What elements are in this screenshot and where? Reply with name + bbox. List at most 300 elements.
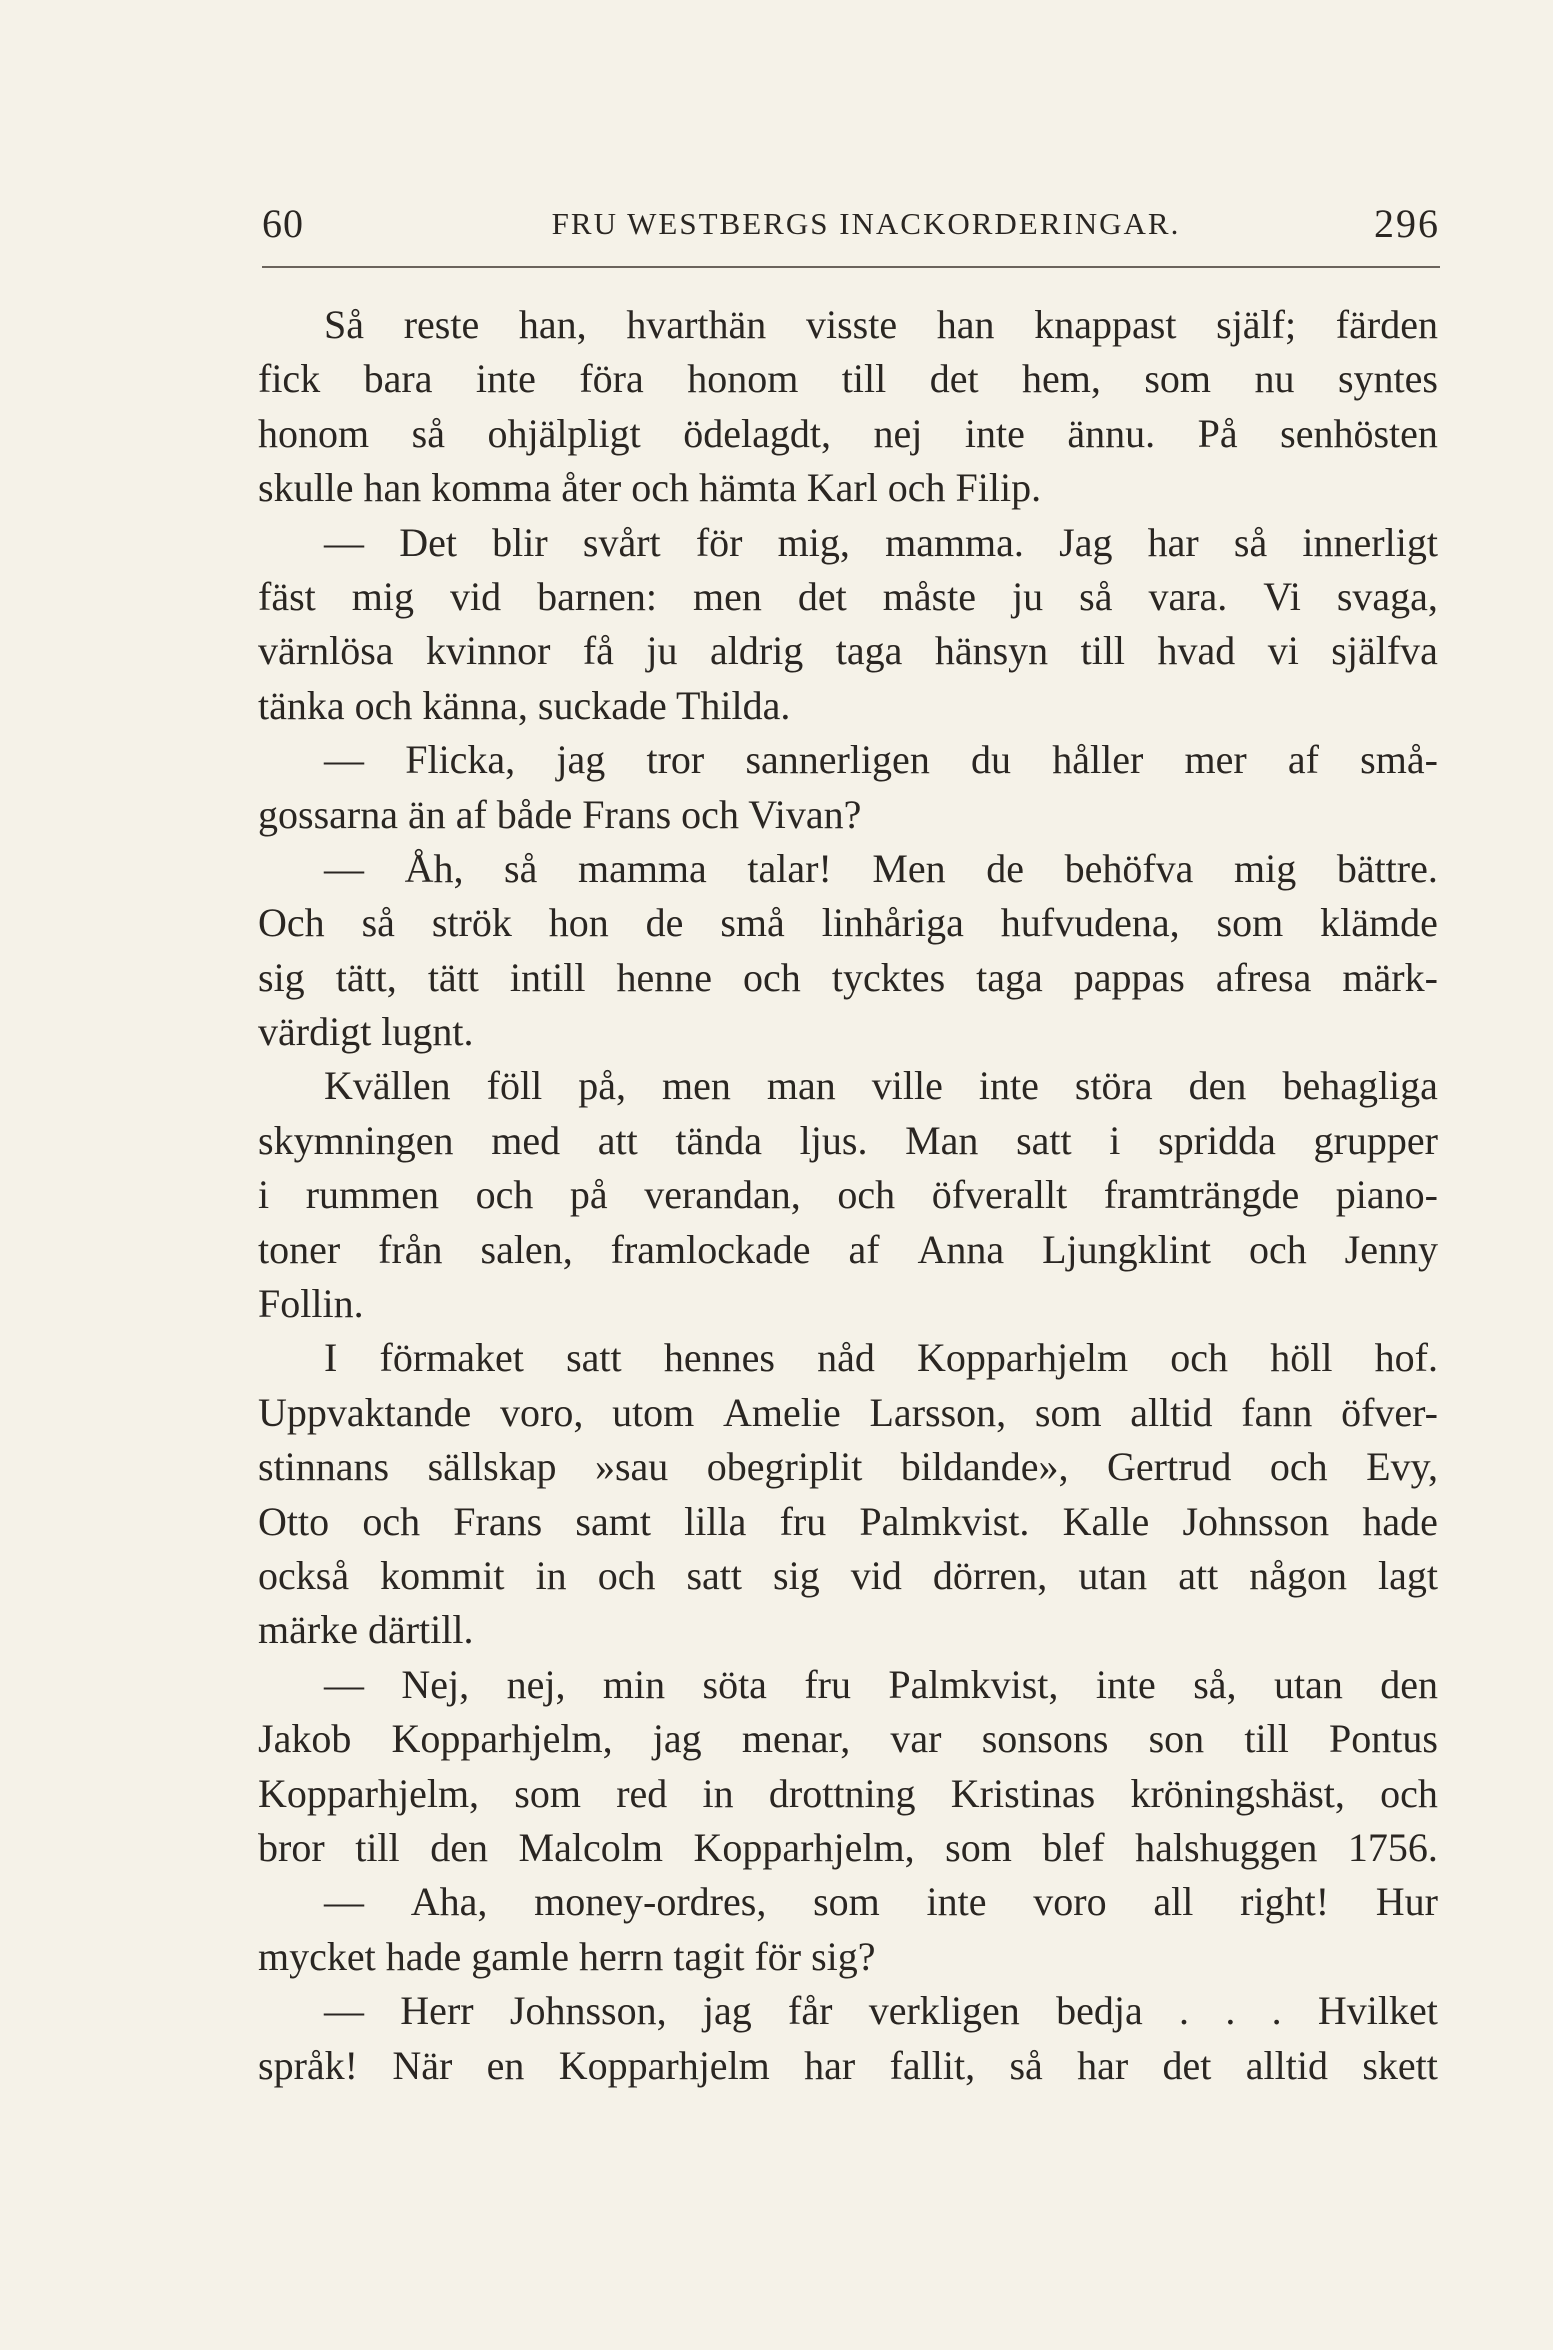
word: Larsson, xyxy=(869,1389,1007,1435)
text-line xyxy=(258,1658,1438,1712)
word: alltid xyxy=(1130,1389,1213,1435)
word: aldrig xyxy=(709,628,804,674)
word: kröningshäst, xyxy=(1130,1770,1345,1816)
word: mamma. xyxy=(885,519,1024,565)
word: inte xyxy=(926,1879,987,1925)
text-line-content: Follin. xyxy=(258,1281,364,1327)
word: framträngde xyxy=(1103,1172,1300,1218)
word: tycktes xyxy=(831,954,946,1000)
word: all xyxy=(1153,1879,1194,1925)
word: piano- xyxy=(1335,1172,1438,1218)
word: han xyxy=(936,302,995,347)
word: mer xyxy=(1184,737,1247,783)
word: syntes xyxy=(1337,356,1438,402)
word: Kristinas xyxy=(950,1770,1096,1816)
word: afresa xyxy=(1215,954,1312,1000)
word: verkligen xyxy=(868,1988,1020,2034)
word: så xyxy=(1079,573,1113,619)
word: fru xyxy=(779,1498,827,1544)
word: sannerligen xyxy=(745,737,930,783)
word: men xyxy=(661,1063,731,1109)
word: taga xyxy=(976,954,1043,1000)
word: hvarthän xyxy=(626,302,767,347)
word: honom xyxy=(687,356,799,402)
word: Jenny xyxy=(1344,1226,1438,1272)
text-line xyxy=(258,2039,1438,2093)
word: inte xyxy=(475,356,536,402)
text-line xyxy=(258,1712,1438,1766)
word: satt xyxy=(686,1552,743,1598)
word: Kopparhjelm, xyxy=(258,1770,480,1816)
word: lagt xyxy=(1377,1552,1438,1598)
word: utan xyxy=(1273,1661,1343,1707)
word: nåd xyxy=(817,1335,875,1381)
word: — xyxy=(324,1661,364,1707)
word: färden xyxy=(1335,302,1438,347)
word: spridda xyxy=(1158,1117,1276,1163)
word: den xyxy=(430,1824,488,1870)
word: och xyxy=(1380,1770,1438,1816)
word: — xyxy=(324,519,364,565)
word: och xyxy=(597,1552,656,1598)
text-line xyxy=(258,733,1438,787)
text-line xyxy=(258,1168,1438,1222)
text-line xyxy=(258,1440,1438,1494)
word: Johnsson xyxy=(1182,1498,1330,1544)
word: vid xyxy=(449,573,502,619)
word: de xyxy=(986,845,1025,891)
word: Gertrud xyxy=(1107,1444,1232,1490)
word: — xyxy=(324,1879,364,1925)
word: och xyxy=(475,1172,534,1218)
word: fick xyxy=(258,356,321,402)
word: hvad xyxy=(1157,628,1236,674)
word: utom xyxy=(612,1389,695,1435)
word: till xyxy=(841,356,887,402)
word: den xyxy=(1188,1063,1247,1109)
word: förmaket xyxy=(379,1335,524,1381)
word: af xyxy=(848,1226,880,1272)
word: in xyxy=(702,1770,734,1816)
word: Aha, xyxy=(410,1879,488,1925)
word: voro xyxy=(1033,1879,1107,1925)
word: framlockade xyxy=(610,1226,811,1272)
text-line xyxy=(258,352,1438,406)
folio-number: 296 xyxy=(1374,201,1440,246)
word: han, xyxy=(518,302,587,347)
word: utan xyxy=(1078,1552,1148,1598)
word: salen, xyxy=(480,1226,573,1272)
text-line xyxy=(258,1875,1438,1929)
text-line xyxy=(258,1331,1438,1385)
word: hof. xyxy=(1374,1335,1438,1381)
word: märk- xyxy=(1342,954,1438,1000)
text-line xyxy=(258,1386,1438,1440)
word: störa xyxy=(1074,1063,1153,1109)
word: söta xyxy=(702,1661,767,1707)
word: som xyxy=(945,1824,1012,1870)
word: värnlösa xyxy=(258,628,394,674)
text-line xyxy=(258,896,1438,950)
word: verandan, xyxy=(644,1172,801,1218)
word: . xyxy=(1179,1988,1190,2034)
word: rummen xyxy=(305,1172,439,1218)
word: till xyxy=(1244,1716,1289,1762)
word: på, xyxy=(578,1063,626,1109)
word: Frans xyxy=(453,1498,543,1544)
word: red xyxy=(616,1770,668,1816)
word: menar, xyxy=(741,1716,851,1762)
word: satt xyxy=(1016,1117,1072,1163)
word: vi xyxy=(1267,628,1299,674)
word: ohjälpligt xyxy=(487,410,641,456)
word: Nej, xyxy=(401,1661,470,1707)
text-line-content: mycket hade gamle herrn tagit för sig? xyxy=(258,1933,876,1979)
word: till xyxy=(1080,628,1126,674)
word: Herr xyxy=(400,1988,474,2034)
word: ville xyxy=(871,1063,943,1109)
word: Kopparhjelm xyxy=(558,2042,770,2088)
word: Hvilket xyxy=(1317,1988,1438,2034)
text-line xyxy=(258,1005,1438,1059)
word: voro, xyxy=(500,1389,584,1435)
word: Jakob xyxy=(258,1716,352,1762)
word: När xyxy=(392,2042,453,2088)
word: som xyxy=(1216,900,1284,946)
text-line xyxy=(258,1821,1438,1875)
word: grupper xyxy=(1313,1117,1438,1163)
word: så xyxy=(1233,519,1268,565)
word: reste xyxy=(403,302,480,347)
word: hänsyn xyxy=(934,628,1049,674)
word: Men xyxy=(872,845,946,891)
word: ljus. xyxy=(799,1117,868,1163)
word: någon xyxy=(1249,1552,1347,1598)
word: innerligt xyxy=(1302,519,1438,565)
word: nej, xyxy=(506,1661,566,1707)
text-line xyxy=(258,570,1438,624)
word: och xyxy=(837,1172,896,1218)
word: Så xyxy=(324,302,364,347)
word: Ljungklint xyxy=(1042,1226,1211,1272)
word: Kopparhjelm xyxy=(917,1335,1129,1381)
word: så xyxy=(504,845,538,891)
word: höll xyxy=(1270,1335,1333,1381)
word: alltid xyxy=(1245,2042,1328,2088)
word: håller xyxy=(1052,737,1144,783)
word: måste xyxy=(882,573,977,619)
word: visste xyxy=(805,302,898,347)
word: 1756. xyxy=(1347,1824,1438,1870)
word: fru xyxy=(804,1661,851,1707)
word: behöfva xyxy=(1064,845,1194,891)
word: det xyxy=(1162,2042,1212,2088)
word: Kalle xyxy=(1062,1498,1150,1544)
word: skett xyxy=(1362,2042,1438,2088)
word: tätt, xyxy=(335,954,397,1000)
word: ju xyxy=(646,628,678,674)
word: bildande», xyxy=(900,1444,1069,1490)
word: hade xyxy=(1362,1498,1438,1544)
word: af xyxy=(1287,737,1319,783)
word: stinnans xyxy=(258,1444,390,1490)
word: var xyxy=(890,1716,942,1762)
word: min xyxy=(602,1661,666,1707)
word: henne xyxy=(616,954,713,1000)
word: på xyxy=(569,1172,608,1218)
word: blir xyxy=(492,519,548,565)
word: en xyxy=(486,2042,525,2088)
word: Kopparhjelm, xyxy=(693,1824,915,1870)
page-header xyxy=(262,200,1440,250)
word: den xyxy=(1380,1661,1438,1707)
word: själfva xyxy=(1331,628,1438,674)
header-rule xyxy=(262,266,1440,268)
word: sällskap xyxy=(427,1444,557,1490)
word: halshuggen xyxy=(1135,1824,1318,1870)
word: Pontus xyxy=(1329,1716,1438,1762)
word: tror xyxy=(646,737,705,783)
word: nej xyxy=(873,410,923,456)
word: money-ordres, xyxy=(534,1879,767,1925)
word: in xyxy=(535,1552,567,1598)
word: talar! xyxy=(747,845,832,891)
word: ännu. xyxy=(1067,410,1156,456)
word: right! xyxy=(1240,1879,1330,1925)
word: bättre. xyxy=(1336,845,1438,891)
word: Kvällen xyxy=(324,1063,451,1109)
word: toner xyxy=(258,1226,341,1272)
word: nu xyxy=(1254,356,1295,402)
word: ödelagdt, xyxy=(683,410,832,456)
word: Det xyxy=(399,519,457,565)
word: kvinnor xyxy=(425,628,551,674)
word: Anna xyxy=(917,1226,1005,1272)
text-line xyxy=(258,1984,1438,2038)
page-number: 60 xyxy=(262,201,304,246)
word: . xyxy=(1271,1988,1282,2034)
text-line-content: skulle han komma åter och hämta Karl och Filip. xyxy=(258,465,1042,511)
text-line-content: värdigt lugnt. xyxy=(258,1009,474,1055)
word: du xyxy=(971,737,1012,783)
word: sig xyxy=(258,954,305,1000)
word: samt xyxy=(575,1498,651,1544)
word: inte xyxy=(1095,1661,1156,1707)
text-line xyxy=(258,1059,1438,1113)
word: hon xyxy=(548,900,609,946)
word: fann xyxy=(1241,1389,1313,1435)
word: de xyxy=(645,900,684,946)
text-line xyxy=(258,1223,1438,1277)
word: På xyxy=(1197,410,1238,456)
text-line xyxy=(258,951,1438,1005)
word: Kopparhjelm, xyxy=(391,1716,613,1762)
word: Amelie xyxy=(723,1389,841,1435)
word: i xyxy=(1109,1117,1121,1163)
word: har xyxy=(1147,519,1199,565)
text-line xyxy=(258,461,1438,515)
word: . xyxy=(1225,1988,1236,2034)
word: — xyxy=(324,1988,364,2034)
word: mig, xyxy=(777,519,850,565)
word: obegriplit xyxy=(706,1444,863,1490)
word: föll xyxy=(486,1063,543,1109)
word: vara. xyxy=(1148,573,1228,619)
word: att xyxy=(1178,1552,1219,1598)
word: och xyxy=(1269,1444,1328,1490)
word: Otto xyxy=(258,1498,330,1544)
text-line-content: tänka och känna, suckade Thilda. xyxy=(258,682,791,728)
text-line xyxy=(258,1930,1438,1984)
word: man xyxy=(766,1063,836,1109)
word: och xyxy=(1170,1335,1229,1381)
word: så xyxy=(361,900,395,946)
word: Palmkvist, xyxy=(888,1661,1059,1707)
word: knappast xyxy=(1034,302,1177,347)
word: i xyxy=(258,1172,270,1218)
word: Johnsson, xyxy=(509,1988,667,2034)
text-line xyxy=(258,1277,1438,1331)
word: också xyxy=(258,1552,350,1598)
word: mig xyxy=(351,573,414,619)
word: som xyxy=(1034,1389,1102,1435)
text-line xyxy=(258,679,1438,733)
word: språk! xyxy=(258,2042,358,2088)
word: bara xyxy=(363,356,433,402)
word: inte xyxy=(978,1063,1039,1109)
word: Flicka, xyxy=(405,737,516,783)
word: från xyxy=(378,1226,443,1272)
text-line xyxy=(258,1767,1438,1821)
word: att xyxy=(597,1117,638,1163)
word: Och xyxy=(258,900,325,946)
word: små xyxy=(720,900,785,946)
word: — xyxy=(324,737,364,783)
word: och xyxy=(743,954,801,1000)
word: det xyxy=(929,356,979,402)
text-line xyxy=(258,1495,1438,1549)
word: Man xyxy=(905,1117,979,1163)
word: hem, xyxy=(1022,356,1101,402)
word: så xyxy=(1009,2042,1043,2088)
word: jag xyxy=(652,1716,702,1762)
word: intill xyxy=(509,954,586,1000)
text-line-content: gossarna än af både Frans och Vivan? xyxy=(258,791,862,837)
word: hennes xyxy=(663,1335,775,1381)
word: fallit, xyxy=(889,2042,976,2088)
word: få xyxy=(582,628,614,674)
word: dörren, xyxy=(932,1552,1048,1598)
word: honom xyxy=(258,410,370,456)
word: svaga, xyxy=(1336,573,1438,619)
body-text xyxy=(258,298,1438,2093)
text-line xyxy=(258,624,1438,678)
word: Palmkvist. xyxy=(859,1498,1030,1544)
word: sonsons xyxy=(981,1716,1109,1762)
word: bedja xyxy=(1056,1988,1143,2034)
text-line xyxy=(258,1114,1438,1168)
word: vid xyxy=(850,1552,902,1598)
word: mig xyxy=(1234,845,1297,891)
word: det xyxy=(797,573,847,619)
word: ju xyxy=(1012,573,1044,619)
word: satt xyxy=(566,1335,622,1381)
word: med xyxy=(491,1117,561,1163)
word: Malcolm xyxy=(518,1824,663,1870)
text-line xyxy=(258,1549,1438,1603)
word: I xyxy=(324,1335,338,1381)
word: så xyxy=(411,410,445,456)
word: och xyxy=(362,1498,421,1544)
word: bror xyxy=(258,1824,325,1870)
word: senhösten xyxy=(1280,410,1438,456)
word: som xyxy=(813,1879,880,1925)
word: öfverallt xyxy=(931,1172,1068,1218)
text-line xyxy=(258,298,1438,352)
word: som xyxy=(514,1770,581,1816)
word: barnen: xyxy=(537,573,658,619)
word: svårt xyxy=(582,519,661,565)
word: linhåriga xyxy=(821,900,964,946)
text-line xyxy=(258,788,1438,842)
word: mamma xyxy=(577,845,707,891)
word: — xyxy=(324,845,364,891)
word: drottning xyxy=(768,1770,916,1816)
word: får xyxy=(788,1988,833,2034)
word: pappas xyxy=(1073,954,1185,1000)
text-line xyxy=(258,842,1438,896)
word: behagliga xyxy=(1282,1063,1438,1109)
word: sig xyxy=(773,1552,820,1598)
word: inte xyxy=(964,410,1025,456)
word: har xyxy=(1077,2042,1129,2088)
word: blef xyxy=(1042,1824,1105,1870)
word: men xyxy=(693,573,762,619)
text-line xyxy=(258,407,1438,461)
word: jag xyxy=(556,737,606,783)
word: taga xyxy=(835,628,903,674)
word: tända xyxy=(675,1117,762,1163)
word: hufvudena, xyxy=(1000,900,1180,946)
word: Jag xyxy=(1059,519,1113,565)
word: fäst xyxy=(258,573,316,619)
word: Åh, xyxy=(404,845,464,891)
word: klämde xyxy=(1320,900,1438,946)
word: son xyxy=(1148,1716,1205,1762)
word: så, xyxy=(1193,1661,1237,1707)
word: »sau xyxy=(594,1444,669,1490)
text-line xyxy=(258,516,1438,570)
text-line xyxy=(258,1603,1438,1657)
word: öfver- xyxy=(1341,1389,1438,1435)
word: tätt xyxy=(427,954,479,1000)
word: som xyxy=(1144,356,1212,402)
word: har xyxy=(804,2042,856,2088)
word: kommit xyxy=(380,1552,505,1598)
word: för xyxy=(695,519,743,565)
word: Evy, xyxy=(1366,1444,1438,1490)
word: strök xyxy=(431,900,512,946)
word: själf; xyxy=(1216,302,1297,347)
word: lilla xyxy=(684,1498,747,1544)
word: och xyxy=(1248,1226,1307,1272)
word: till xyxy=(355,1824,400,1870)
running-title: FRU WESTBERGS INACKORDERINGAR. xyxy=(551,206,1181,241)
word: skymningen xyxy=(258,1117,454,1163)
word: jag xyxy=(702,1988,752,2034)
word: föra xyxy=(579,356,644,402)
text-line-content: märke därtill. xyxy=(258,1607,474,1653)
